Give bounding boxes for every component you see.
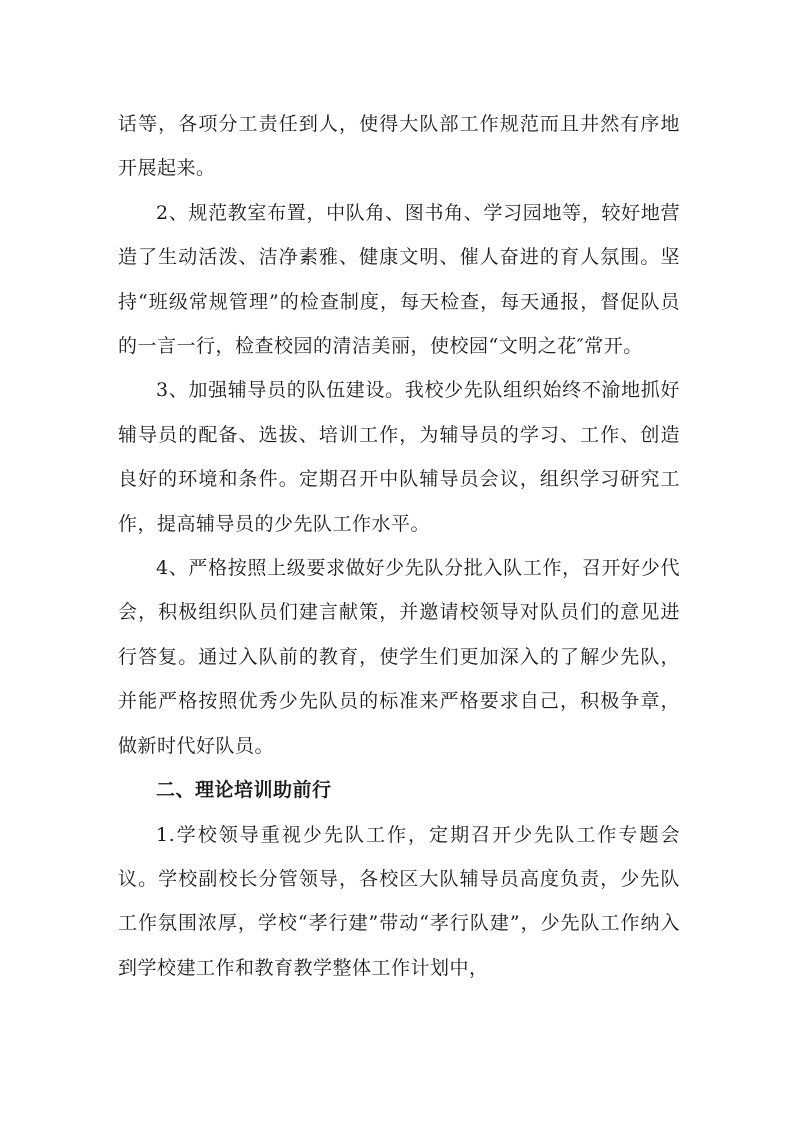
paragraph-enrollment: 4、严格按照上级要求做好少先队分批入队工作，召开好少代会，积极组织队员们建言献策，并邀请校领导对队员们的意见进行答复。通过入队前的教育，使学生们更加深入的了解少先队，并能严格按照优秀少先队员的标准来严格要求自己，积极争章，做新时代好队员。 [118, 557, 680, 757]
paragraph-classroom-layout: 2、规范教室布置，中队角、图书角、学习园地等，较好地营造了生动活泼、洁净素雅、健康文明、催人奋进的育人氛围。坚持“班级常规管理”的检查制度，每天检查，每天通报，督促队员的一言一行，检查校园的清洁美丽，使校园“文明之花″常开。 [118, 201, 680, 358]
document-body [118, 102, 680, 990]
paragraph-leadership: 1.学校领导重视少先队工作，定期召开少先队工作专题会议。学校副校长分管领导，各校区大队辅导员高度负责，少先队工作氛围浓厚，学校“孝行建”带动“孝行队建”，少先队工作纳入到学校建工作和教育教学整体工作计划中， [118, 823, 680, 979]
paragraph-continuation: 话等，各项分工责任到人，使得大队部工作规范而且井然有序地开展起来。 [118, 113, 680, 180]
paragraph-counselor-team: 3、加强辅导员的队伍建设。我校少先队组织始终不渝地抓好辅导员的配备、选拔、培训工作，为辅导员的学习、工作、创造良好的环境和条件。定期召开中队辅导员会议，组织学习研究工作，提高辅导员的少先队工作水平。 [118, 379, 680, 535]
section-heading: 二、理论培训助前行 [156, 779, 332, 802]
